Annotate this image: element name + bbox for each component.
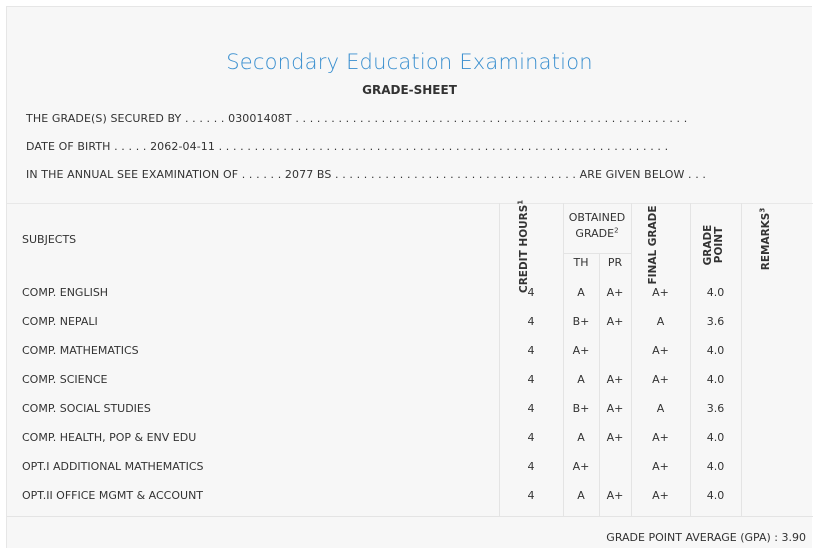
final-grade: A+ — [652, 286, 669, 299]
theory-grade: A — [577, 489, 585, 502]
theory-header: TH — [573, 256, 589, 269]
credit-hours-value: 4 — [527, 315, 535, 328]
grid-line — [7, 516, 813, 517]
final-grade: A+ — [652, 344, 669, 357]
practical-grade: A+ — [606, 315, 624, 328]
theory-grade: A+ — [572, 460, 590, 473]
exam-title: Secondary Education Examination — [226, 50, 593, 74]
grade-point-value: 4.0 — [706, 489, 725, 502]
final-grade: A+ — [652, 489, 669, 502]
grade-point-value: 4.0 — [706, 460, 725, 473]
grade-point-value: 3.6 — [706, 315, 725, 328]
grade-sheet — [6, 6, 812, 548]
subject-name: COMP. NEPALI — [22, 315, 98, 328]
subject-name: COMP. ENGLISH — [22, 286, 109, 299]
grid-line — [563, 253, 631, 254]
grade-sheet-heading: GRADE-SHEET — [362, 83, 457, 97]
theory-grade: A — [577, 373, 585, 386]
remarks-header: REMARKS$^3$ — [758, 207, 772, 271]
final-grade: A+ — [652, 431, 669, 444]
subject-name: COMP. MATHEMATICS — [22, 344, 139, 357]
practical-header: PR — [607, 256, 623, 269]
subject-name: OPT.II OFFICE MGMT & ACCOUNT — [22, 489, 204, 502]
subjects-header: SUBJECTS — [22, 233, 77, 246]
secured-by-line: THE GRADE(S) SECURED BY . . . . . . 03001408T . . . . . . . . . . . . . . . . . . . . . . . . . . . . . . . . . . . . . . . . . . . . . . . . . . . . . . . — [26, 112, 688, 125]
date-of-birth-line: DATE OF BIRTH . . . . . 2062-04-11 . . . . . . . . . . . . . . . . . . . . . . . . . . . . . . . . . . . . . . . . . . . . . . . . . . . . . . . . . . . . . . . — [26, 140, 669, 153]
grade-point-value: 4.0 — [706, 344, 725, 357]
examination-line: IN THE ANNUAL SEE EXAMINATION OF . . . . . . 2077 BS . . . . . . . . . . . . . . . . . . . . . . . . . . . . . . . . . . ARE GIVEN BELOW . . . — [26, 168, 707, 181]
practical-grade: A+ — [606, 431, 624, 444]
theory-grade: A — [577, 431, 585, 444]
credit-hours-value: 4 — [527, 460, 535, 473]
grid-line — [741, 203, 742, 516]
final-grade: A — [656, 402, 665, 415]
grade-point-value: 3.6 — [706, 402, 725, 415]
theory-grade: B+ — [572, 402, 590, 415]
practical-grade: A+ — [606, 489, 624, 502]
subject-name: COMP. SOCIAL STUDIES — [22, 402, 151, 415]
header-divider — [7, 203, 813, 204]
credit-hours-header: CREDIT HOURS$^1$ — [516, 199, 530, 293]
credit-hours-value: 4 — [527, 489, 535, 502]
theory-grade: A — [577, 286, 585, 299]
grade-point-header: GRADE POINT — [702, 224, 725, 266]
final-grade: A — [656, 315, 665, 328]
obtained-grade-header: OBTAINED GRADE$^2$ — [568, 211, 626, 240]
theory-grade: B+ — [572, 315, 590, 328]
credit-hours-value: 4 — [527, 286, 535, 299]
grade-point-value: 4.0 — [706, 373, 725, 386]
subject-name: COMP. SCIENCE — [22, 373, 108, 386]
credit-hours-value: 4 — [527, 402, 535, 415]
final-grade: A+ — [652, 460, 669, 473]
credit-hours-value: 4 — [527, 431, 535, 444]
credit-hours-value: 4 — [527, 344, 535, 357]
practical-grade: A+ — [606, 373, 624, 386]
final-grade-header: FINAL GRADE — [647, 205, 659, 285]
subject-name: COMP. HEALTH, POP & ENV EDU — [22, 431, 197, 444]
grade-point-value: 4.0 — [706, 286, 725, 299]
grade-point-value: 4.0 — [706, 431, 725, 444]
theory-grade: A+ — [572, 344, 590, 357]
gpa-summary: GRADE POINT AVERAGE (GPA) : 3.90 — [606, 531, 806, 544]
credit-hours-value: 4 — [527, 373, 535, 386]
final-grade: A+ — [652, 373, 669, 386]
practical-grade: A+ — [606, 402, 624, 415]
subject-name: OPT.I ADDITIONAL MATHEMATICS — [22, 460, 204, 473]
practical-grade: A+ — [606, 286, 624, 299]
